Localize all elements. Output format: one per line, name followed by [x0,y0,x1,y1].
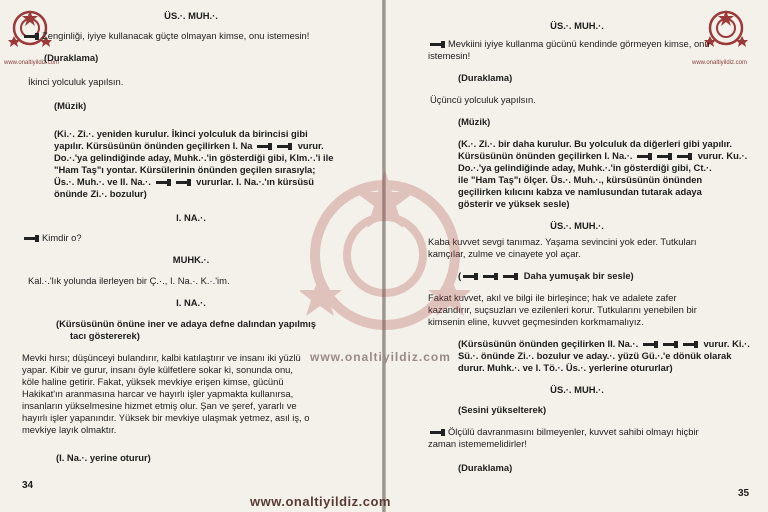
gavel-icon [24,33,40,40]
stage-line: Do.·.'ya gelindiğinde aday, Muhk.·.'in gösterdiği gibi, Klm.·.'i ile [54,152,334,163]
line3-text: Ölçülü davranmasını bilmeyenler, kuvvet sahibi olmayı hiçbir [448,426,699,437]
page-number: 35 [738,488,750,499]
speaker-heading: ÜS.·. MUH.·. [550,220,604,231]
stage-line: tacı göstererek) [70,330,140,341]
para-line: köle haline getirir. Fakat, yüksek mevkiye erişen kimse, gücünü [22,376,284,387]
stage-line: gösterir ve yüksek sesle) [458,198,570,209]
stage-line: Sü.·. önünde Zi.·. bozulur ve aday.·. yüzü Gü.·.'e dönük olarak [458,350,732,361]
gavel-icon [430,41,446,48]
para-line: Mevki hırsı; düşünceyi bulandırır, kalbi katılaştırır ve insanı iki yüzlü [22,352,301,363]
para-line: insanların yükselmesine hizmet etmiş olur. Şan ve şeref, yararlı ve [22,400,297,411]
gavel-icon [677,153,693,160]
gavel-icon [156,179,172,186]
footer-url: www.onaltiyildiz.com [250,494,391,509]
stage-line [458,338,750,350]
stage-line [458,150,747,162]
speaker-heading: ÜS.·. MUH.·. [164,10,218,21]
stage-line: (K.·. Zi.·. bir daha kurulur. Bu yolculuk da diğerleri gibi yapılır. [458,138,733,149]
pause-direction: (Duraklama) [458,72,513,83]
stage-text: vururlar. I. Na.·.'ın kürsüsü [196,176,314,187]
para-line: yapar. Kibir ve gurur, insanı öyle külfetlere sokar ki, sonunda onu, [22,364,293,375]
stage-text: vurur. Ki.·. [703,338,750,349]
stage-line [54,176,314,188]
text-line: istemesin! [428,50,471,61]
para-line: mevkiye layık olmaktır. [22,424,117,435]
gavel-icon [176,179,192,186]
gavel-icon [637,153,653,160]
para-line: Fakat kuvvet, akıl ve bilgi ile birleşince; hak ve adalete zafer [428,292,677,303]
logo-url: www.onaltiyildiz.com [4,60,60,66]
line3-text: Kimdir o? [42,232,82,243]
stage-text: vurur. [297,140,324,151]
gavel-icon [430,429,446,436]
text-line [428,426,699,438]
gavel-icon [657,153,673,160]
gavel-icon [483,273,499,280]
gavel-icon [257,143,273,150]
text-line: Üçüncü yolculuk yapılsın. [430,94,536,105]
page-number: 34 [22,480,34,491]
logo-url: www.onaltiyildiz.com [692,60,748,66]
stage-line: (Ki.·. Zi.·. yeniden kurulur. İkinci yolculuk da birincisi gibi [54,128,308,139]
speaker-heading: I. NA.·. [176,297,206,308]
pause-direction: (Duraklama) [44,52,99,63]
para-line: Kaba kuvvet sevgi tanımaz. Yaşama sevincini yok eder. Tutkuları [428,236,697,247]
stage-line: (Kürsüsünün önüne iner ve adaya defne dalından yapılmış [56,318,316,329]
text-line [428,38,710,50]
text-line: Kal.·.'lık yolunda ilerleyen bir Ç.·., I. Na.·. K.·.'im. [28,275,230,286]
stage-line: ( Daha yumuşak bir sesle) [458,270,634,281]
speaker-heading: I. NA.·. [176,212,206,223]
para-line: kimsenin eline, kuvvet geçmesinden korkmamalıyız. [428,316,644,327]
gavel-icon [24,235,40,242]
para-line: hayırlı işler yapanındır. Yüksek bir mevkiye ulaşmak yetmez, asıl iş, o [22,412,310,423]
stage-text: Kürsüsünün önünden geçilirken I. Na.·. [458,150,633,161]
speaker-heading: MUHK.·. [172,254,210,265]
stage-text: yapılır. Kürsüsünün önünden geçilirken I. Na [54,140,253,151]
gavel-icon [277,143,293,150]
stage-line: önünde Zi.·. bozulur) [54,188,147,199]
gavel-icon [503,273,519,280]
line1-text: Zenginliği, iyiye kullanacak güçte olmayan kimse, onu istemesin! [42,30,310,41]
stage-line: Do.·.'ya gelindiğinde aday, Muhk.·.'in gösterdiği gibi, Ct.·. [458,162,712,173]
stage-line: "Ham Taş"ı yontar. Kürsülerinin önünden geçilen sırasıyla; [54,164,316,175]
stage-line: geçilirken kılıcını kabza ve namlusundan tutarak adaya [458,186,702,197]
stage-line: (I. Na.·. yerine oturur) [56,452,151,463]
para-line: Hakikat'ın aranmasına harcar ve hayırlı işler yapmakta kullanırsa, [22,388,294,399]
gavel-icon [643,341,659,348]
stage-text: Üs.·. Muh.·. ve II. Na.·. [54,176,151,187]
stage-line: durur. Muhk.·. ve I. Tö.·. Üs.·. yerlerine otururlar) [458,362,673,373]
stage-line [54,140,324,152]
line1-text: Mevkiini iyiye kullanma gücünü kendinde görmeyen kimse, onu [448,38,710,49]
speaker-heading: ÜS.·. MUH.·. [550,384,604,395]
stage-text: (Kürsüsünün önünden geçilirken II. Na.·. [458,338,639,349]
text-line: İkinci yolculuk yapılsın. [28,76,124,87]
text-line [22,30,309,42]
watermark-url: www.onaltiyildiz.com [310,350,451,364]
text-line [22,232,82,244]
text-line: zaman istememelidirler! [428,438,527,449]
para-line: kamçılar, zulme ve cinayete yol açar. [428,248,581,259]
stage-line: ile "Ham Taş"ı ölçer. Üs.·. Muh.·., kürsüsünün önünden [458,174,703,185]
music-direction: (Müzik) [54,100,87,111]
stage-text: vurur. Ku.·. [697,150,748,161]
gavel-icon [683,341,699,348]
speaker-heading: ÜS.·. MUH.·. [550,20,604,31]
gavel-icon [663,341,679,348]
stage-line: (Sesini yükselterek) [458,404,547,415]
stage-text: Daha yumuşak bir sesle) [523,270,634,281]
pause-direction: (Duraklama) [458,462,513,473]
para-line: kazandırır, suçsuzları ve ezilenleri korur. Tutkularını yenebilen bir [428,304,697,315]
watermark-logo-icon [300,170,470,340]
music-direction: (Müzik) [458,116,491,127]
